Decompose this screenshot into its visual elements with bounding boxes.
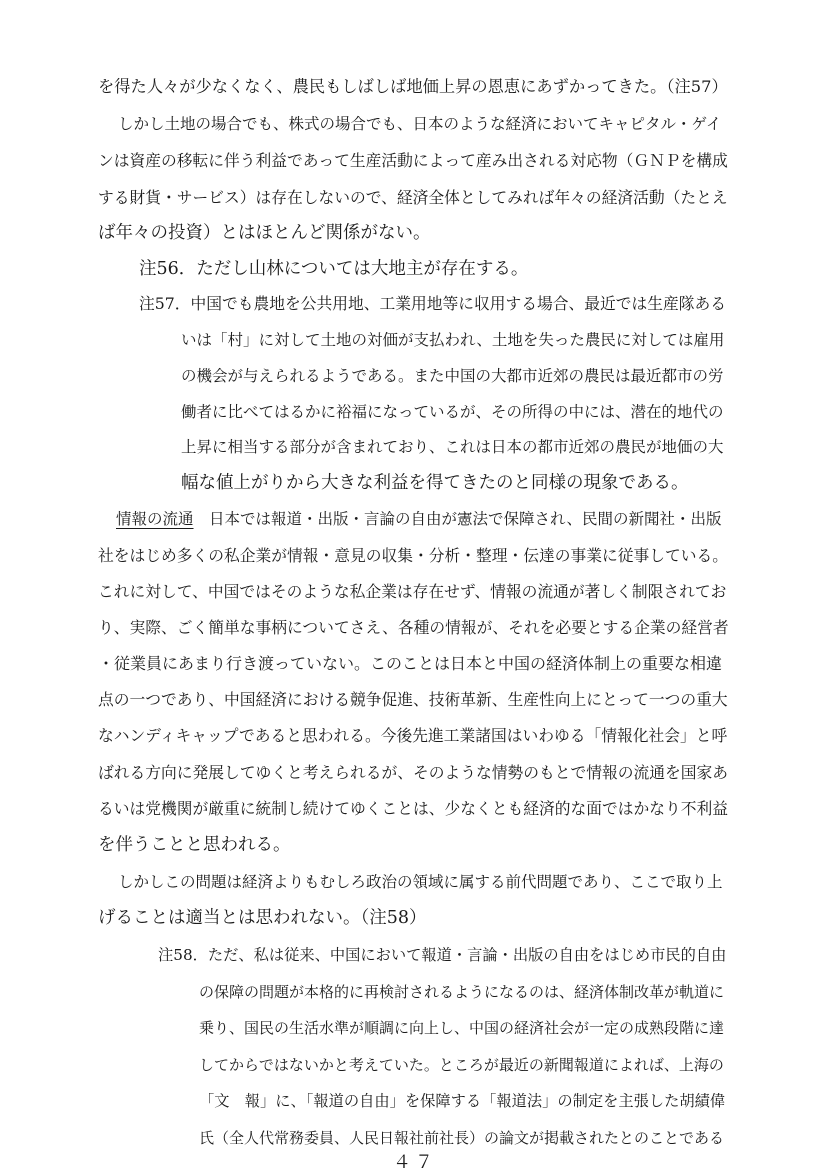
footnote-line: の保障の問題が本格的に再検討されるようになるのは、経済体制改革が軌道に (199, 983, 725, 1001)
text-line: ンは資産の移転に伴う利益であって生産活動によって産み出される対応物（ＧＮＰを構成 (98, 151, 728, 170)
footnote-line: 注57．中国でも農地を公共用地、工業用地等に収用する場合、最近では生産隊ある (139, 294, 727, 313)
footnote-line: の機会が与えられるようである。また中国の大都市近郊の農民は最近都市の労 (181, 367, 724, 385)
footnote-line: 氏（全人代常務委員、人民日報社前社長）の論文が掲載されたとのことである (199, 1129, 725, 1147)
text-line: り、実際、ごく簡単な事柄についてさえ、各種の情報が、それを必要とする企業の経営者 (98, 618, 729, 637)
page-number: ４７ (393, 1152, 437, 1173)
section-heading: 情報の流通 (116, 510, 194, 528)
text-line: ・従業員にあまり行き渡っていない。このことは日本と中国の経済体制上の重要な相違 (98, 654, 723, 673)
footnote-line: 注58．ただ、私は従来、中国において報道・言論・出版の自由をはじめ市民的自由 (158, 946, 727, 964)
footnote-line: 乗り、国民の生活水準が順調に向上し、中国の経済社会が一定の成熟段階に達 (199, 1019, 725, 1037)
footnote-line: 働者に比べてはるかに裕福になっているが、その所得の中には、潜在的地代の (181, 403, 724, 421)
text-line: 社をはじめ多くの私企業が情報・意見の収集・分析・整理・伝達の事業に従事している。 (98, 546, 728, 565)
text-line: する財貨・サービス）は存在しないので、経済全体としてみれば年々の経済活動（たとえ (98, 188, 728, 207)
text-line: ばれる方向に発展してゆくと考えられるが、そのような情勢のもとで情報の流通を国家あ (98, 763, 728, 782)
footnote-line: 上昇に相当する部分が含まれており、これは日本の都市近郊の農民が地価の大 (181, 438, 724, 456)
text-line: を得た人々が少なくなく、農民もしばしば地価上昇の恩恵にあずかってきた。（注57） (98, 77, 728, 96)
text-line: るいは党機関が厳重に統制し続けてゆくことは、少なくとも経済的な面ではかなり不利益 (98, 799, 728, 818)
footnote-line: 注56．ただし山林については大地主が存在する。 (139, 259, 529, 279)
text-line: を伴うことと思われる。 (98, 835, 291, 855)
footnote-line: 「文 報」に、「報道の自由」を保障する「報道法」の制定を主張した胡績偉 (199, 1092, 726, 1110)
section-heading-gap (194, 510, 210, 528)
text-line: これに対して、中国ではそのような私企業は存在せず、情報の流通が著しく制限されてお (98, 582, 727, 601)
footnote-line: 幅な値上がりから大きな利益を得てきたのと同様の現象である。 (181, 473, 689, 493)
text-line: しかしこの問題は経済よりもむしろ政治の領域に属する前代問題であり、ここで取り上 (118, 873, 723, 891)
footnote-line: いは「村」に対して土地の対価が支払われ、土地を失った農民に対しては雇用 (181, 331, 725, 349)
text-line: げることは適当とは思われない。（注58） (98, 908, 427, 928)
text-line: 点の一つであり、中国経済における競争促進、技術革新、生産性向上にとって一つの重大 (98, 690, 728, 709)
section-line (116, 508, 721, 530)
text-line: しかし土地の場合でも、株式の場合でも、日本のような経済においてキャピタル・ゲイ (118, 115, 722, 133)
text-line: 日本では報道・出版・言論の自由が憲法で保障され、民間の新聞社・出版 (209, 510, 722, 528)
footnote-line: してからではないかと考えていた。ところが最近の新聞報道によれば、上海の (199, 1056, 724, 1074)
text-line: ば年々の投資）とはほとんど関係がない。 (98, 223, 431, 243)
text-line: なハンディキャップであると思われる。今後先進工業諸国はいわゆる「情報化社会」と呼 (98, 726, 728, 745)
